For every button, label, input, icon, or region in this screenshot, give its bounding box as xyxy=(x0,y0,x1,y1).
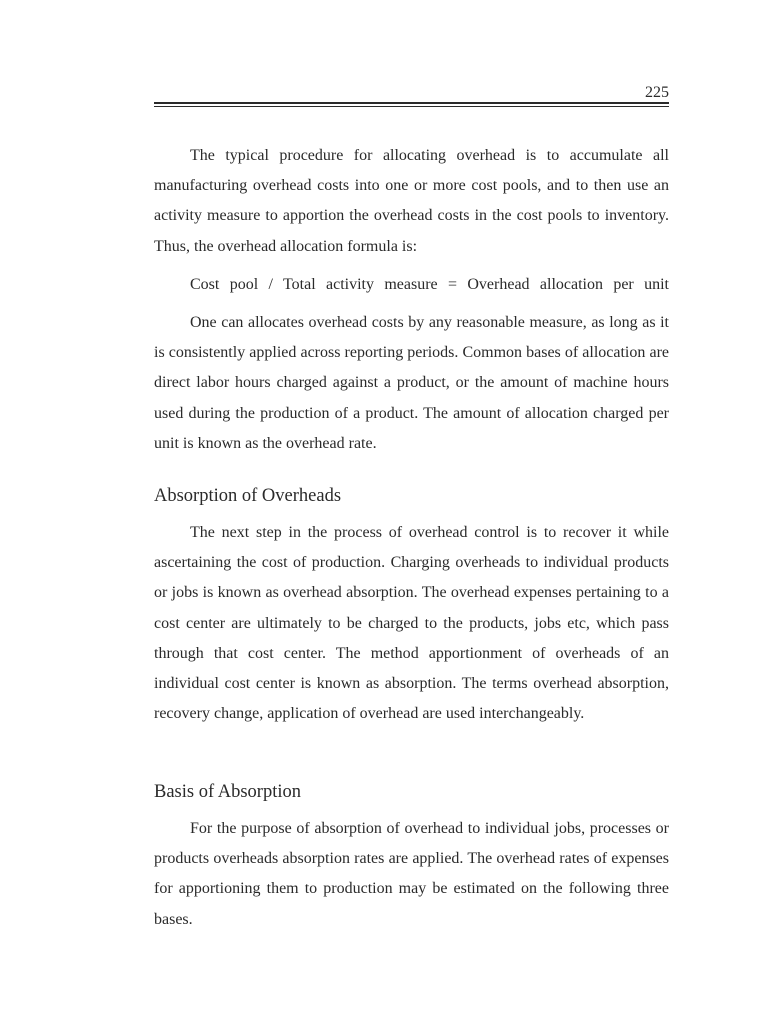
paragraph-allocation-bases: One can allocates overhead costs by any reasonable measure, as long as it is consistently applied across reporting periods. Common bases of allocation are direct labor hours charged against a product, or the amount of machine hours used during the production of a product. The amount of allocation charged per unit is known as the overhead rate. xyxy=(154,314,669,452)
header-rule xyxy=(154,102,669,107)
paragraph-overhead-procedure: The typical procedure for allocating overhead is to accumulate all manufacturing overhead costs into one or more cost pools, and to then use an activity measure to apportion the overhead costs in the cost pools to inventory. Thus, the overhead allocation formula is: xyxy=(154,147,669,255)
heading-basis-of-absorption: Basis of Absorption xyxy=(154,782,301,802)
allocation-formula: Cost pool / Total activity measure = Overhead allocation per unit xyxy=(190,276,669,293)
heading-absorption-of-overheads: Absorption of Overheads xyxy=(154,486,342,506)
paragraph-absorption: The next step in the process of overhead control is to recover it while ascertaining the cost of production. Charging overheads to individual products or jobs is known as overhead absorption. The overhead expenses pertaining to a cost center are ultimately to be charged to the products, jobs etc, which pass through that cost center. The method apportionment of overheads of an individual cost center is known as absorption. The terms overhead absorption, recovery change, application of overhead are used interchangeably. xyxy=(154,524,669,723)
paragraph-basis: For the purpose of absorption of overhead to individual jobs, processes or products overheads absorption rates are applied. The overhead rates of expenses for apportioning them to production may be estimated on the following three bases. xyxy=(154,820,669,928)
page-number: 225 xyxy=(645,84,669,101)
